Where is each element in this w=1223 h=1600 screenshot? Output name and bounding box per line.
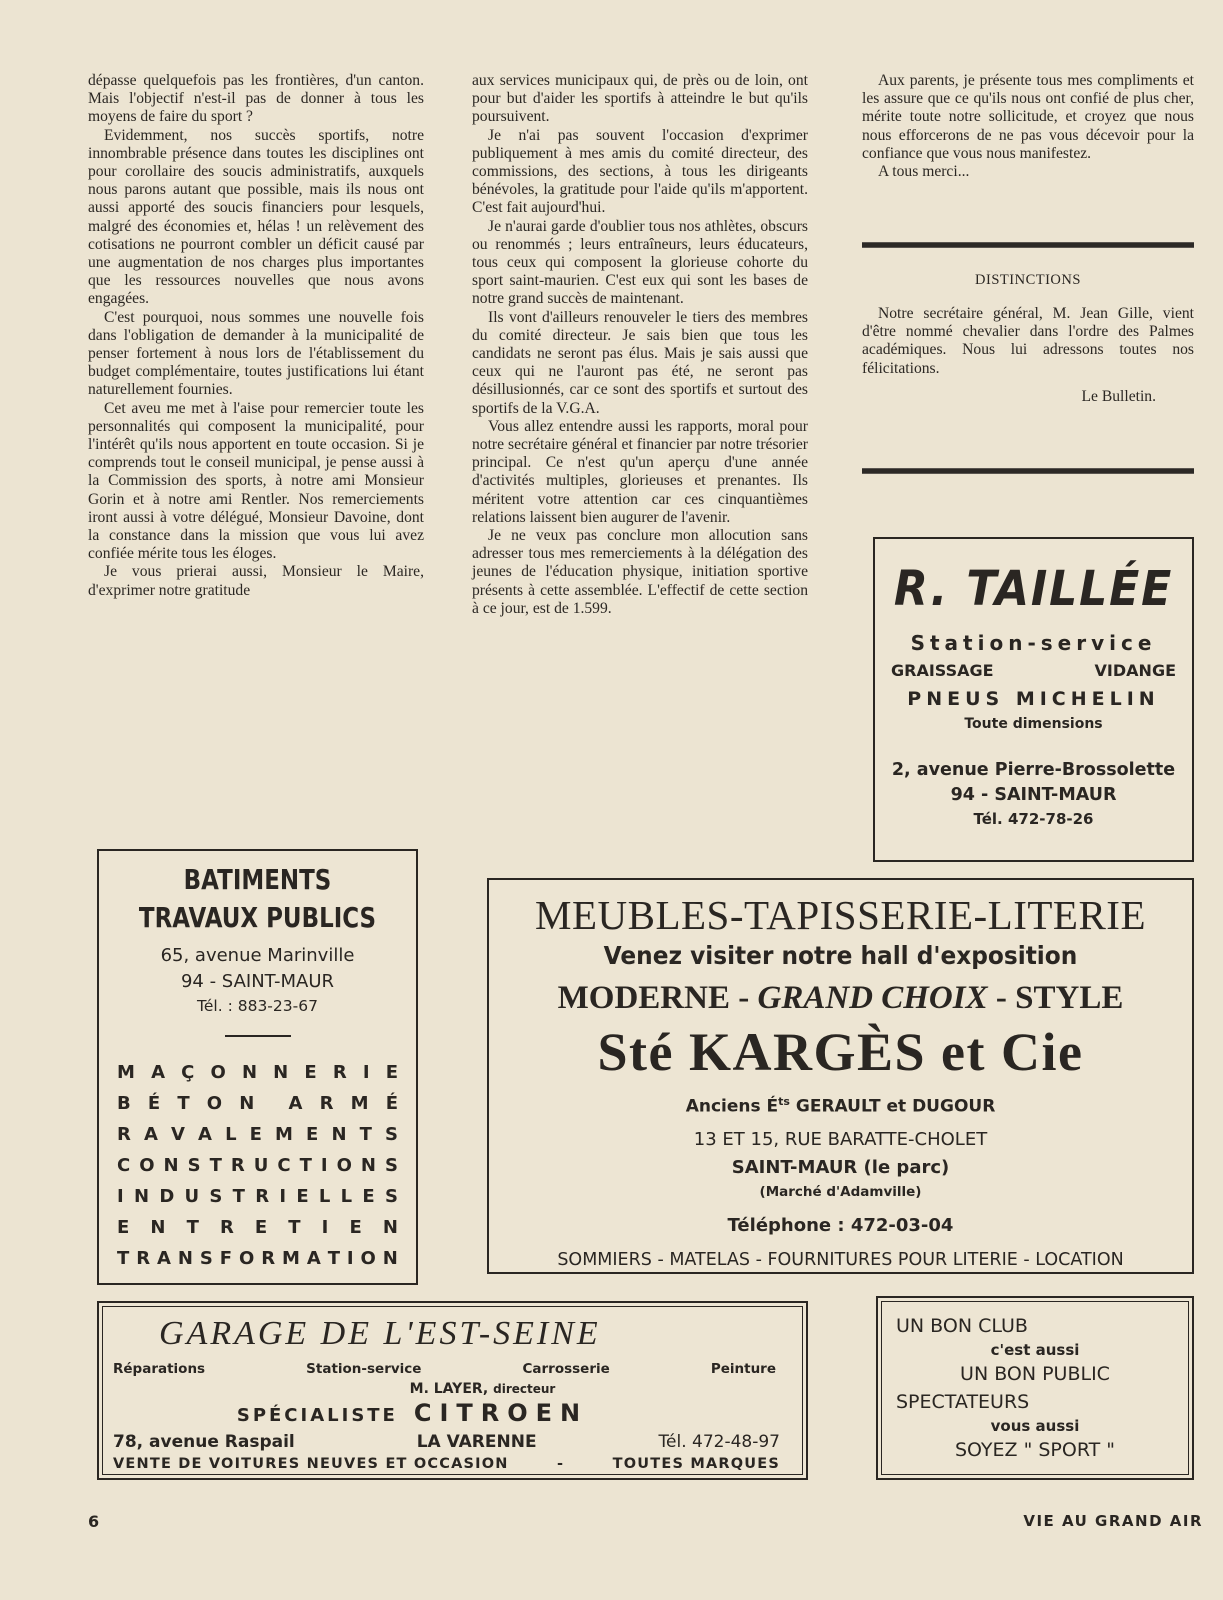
distinctions-text: Notre secrétaire général, M. Jean Gille, vient d'être nommé chevalier dans l'ordre des Palmes académiques. Nous lui adressons toutes nos félicitations.: [862, 305, 1194, 377]
article-paragraph: aux services municipaux qui, de près ou de loin, ont pour but d'aider les sportifs à atteindre le but qu'ils poursuivent.: [472, 72, 808, 126]
ad-garage-director-role: directeur: [493, 1382, 556, 1396]
ad-garage-service: Peinture: [710, 1361, 776, 1377]
ad-karges: [487, 878, 1194, 1274]
ad-garage-director-name: M. LAYER,: [409, 1381, 489, 1397]
ad-club-line-6: SOYEZ " SPORT ": [954, 1439, 1116, 1461]
article-paragraph: Aux parents, je présente tous mes compliments et les assure que ce qu'ils nous ont confié de plus cher, mérite toute notre sollicitude, et croyez que nous nous efforcerons de ne pas vous décevoir pour la confiance que vous nous manifestez.: [862, 72, 1194, 162]
ad-garage-services: [113, 1361, 776, 1377]
article-column-1: [88, 72, 424, 600]
ad-btp-tel: Tél. : 883-23-67: [197, 997, 318, 1015]
ad-taillee-graissage: GRAISSAGE: [891, 661, 994, 680]
ad-btp-services: [99, 1057, 416, 1274]
ad-garage-specialist: [99, 1399, 806, 1427]
ad-garage-sales-a: VENTE DE VOITURES NEUVES ET OCCASION: [113, 1456, 509, 1472]
ad-btp-service-line: B É T O N A R M É: [117, 1093, 398, 1114]
ad-karges-address: 13 ET 15, RUE BARATTE-CHOLET: [693, 1128, 988, 1150]
ad-garage-sales-b: TOUTES MARQUES: [612, 1456, 780, 1472]
ad-garage-address: 78, avenue Raspail: [113, 1432, 295, 1452]
ad-karges-footer: SOMMIERS - MATELAS - FOURNITURES POUR LITERIE - LOCATION: [557, 1249, 1124, 1270]
magazine-title: VIE AU GRAND AIR: [1023, 1512, 1203, 1530]
ad-bon-club: [876, 1296, 1194, 1480]
ad-karges-visit: Venez visiter notre hall d'exposition: [603, 941, 1078, 970]
ad-garage-tel: Tél. 472-48-97: [658, 1432, 780, 1452]
ad-taillee-tel: Tél. 472-78-26: [973, 810, 1094, 828]
article-paragraph: dépasse quelquefois pas les frontières, d'un canton. Mais l'objectif n'est-il pas de donner à tous les moyens de faire du sport ?: [88, 72, 424, 126]
ad-taillee-city: 94 - SAINT-MAUR: [950, 785, 1117, 805]
ad-garage-director: [99, 1381, 806, 1397]
page-number: 6: [88, 1512, 100, 1531]
article-column-2: [472, 72, 808, 618]
ad-karges-style-c: STYLE: [1015, 980, 1124, 1016]
ad-btp-separator: [225, 1035, 291, 1037]
ad-btp-city: 94 - SAINT-MAUR: [180, 971, 335, 992]
ad-garage-sales: [113, 1456, 780, 1472]
ad-btp-title-1: BATIMENTS: [183, 863, 332, 896]
article-paragraph: C'est pourquoi, nous sommes une nouvelle fois dans l'obligation de demander à la municipalité de penser fortement à nous lors de l'établissement du budget complémentaire, toutes justifications lui étant naturellement fournies.: [88, 308, 424, 399]
ad-karges-former-a: Anciens É: [685, 1096, 779, 1117]
section-divider: [862, 242, 1194, 248]
article-paragraph: Ils vont d'ailleurs renouveler le tiers des membres du comité directeur. Je sais bien que tous les candidats ne seront pas élus. Mais je sais aussi que ceux qui ne l'auront pas été, ne seront pas désillusionnés, car ce sont des sportifs et surtout des sportifs de la V.G.A.: [472, 308, 808, 417]
ad-garage-service: Station-service: [306, 1361, 422, 1377]
ad-karges-market: (Marché d'Adamville): [759, 1183, 922, 1200]
ad-taillee-station: Station-service: [910, 631, 1157, 655]
section-divider: [862, 468, 1194, 474]
ad-taillee-address: 2, avenue Pierre-Brossolette: [891, 760, 1176, 780]
ad-btp-service-line: I N D U S T R I E L L E S: [117, 1186, 398, 1207]
ad-taillee-vidange: VIDANGE: [1094, 661, 1176, 680]
ad-garage-contact: [113, 1432, 780, 1452]
article-paragraph: Je n'ai pas souvent l'occasion d'exprimer publiquement à mes amis du comité directeur, des commissions, des sections, à tous les dirigeants bénévoles, la gratitude pour l'aide qu'ils m'apportent. C'est fait aujourd'hui.: [472, 126, 808, 217]
ad-taillee-pneus: PNEUS MICHELIN: [907, 688, 1160, 710]
ad-karges-headline: MEUBLES-TAPISSERIE-LITERIE: [534, 892, 1146, 938]
ad-btp-service-line: M A Ç O N N E R I E: [117, 1062, 398, 1083]
ad-karges-company: Sté KARGÈS et Cie: [597, 1022, 1084, 1082]
ad-garage-est-seine: [97, 1301, 808, 1480]
ad-btp-service-line: C O N S T R U C T I O N S: [117, 1155, 398, 1176]
ad-club-line-5: vous aussi: [990, 1417, 1080, 1435]
ad-garage-service: Carrosserie: [522, 1361, 610, 1377]
ad-taillee-name: R. TAILLÉE: [893, 561, 1174, 617]
ad-karges-style-b: GRAND CHOIX: [757, 980, 988, 1016]
ad-btp-service-line: E N T R E T I E N: [117, 1217, 398, 1238]
ad-taillee-dims: Toute dimensions: [964, 716, 1103, 732]
ad-garage-town: LA VARENNE: [416, 1432, 537, 1452]
ad-karges-style-a: MODERNE: [557, 980, 730, 1016]
distinctions-heading: DISTINCTIONS: [975, 272, 1081, 288]
ad-btp-address: 65, avenue Marinville: [160, 945, 355, 966]
ad-club-line-1: UN BON CLUB: [896, 1315, 1028, 1337]
article-paragraph: Je vous prierai aussi, Monsieur le Maire, d'exprimer notre gratitude: [88, 563, 424, 599]
ad-karges-former-b: GERAULT et DUGOUR: [789, 1096, 996, 1117]
distinctions-block: [862, 305, 1194, 406]
ad-karges-styles: MODERNE - GRAND CHOIX - STYLE: [557, 980, 1124, 1016]
ad-garage-sales-sep: -: [557, 1456, 565, 1472]
article-column-3: [862, 72, 1194, 181]
ad-karges-city: SAINT-MAUR (le parc): [731, 1156, 950, 1178]
ad-club-line-3: UN BON PUBLIC: [960, 1363, 1110, 1385]
ad-garage-brand: CITROEN: [413, 1399, 589, 1427]
article-paragraph: Evidemment, nos succès sportifs, notre innombrable présence dans toutes les disciplines ont pour corollaire des soucis administratifs, auxquels nous parons autant que possible, mais ils nous ont aussi apporté des soucis financiers pour lesquels, malgré des économies et, hélas ! un relèvement des cotisations ne pourront combler un déficit causé par une augmentation de nos charges plus importantes que les ressources nouvelles que nous avons engagées.: [88, 126, 424, 308]
article-paragraph: Vous allez entendre aussi les rapports, moral pour notre secrétaire général et financier par notre trésorier principal. Ce n'est qu'un aperçu d'une année d'activités multiples, glorieuses et prenantes. Ils méritent votre attention car ces cinquantièmes relations laissent bien augurer de l'avenir.: [472, 417, 808, 526]
article-paragraph: Je ne veux pas conclure mon allocution sans adresser tous mes remerciements à la délégation des jeunes de l'éducation physique, initiation sportive présents à cette assemblée. L'effectif de cette section à ce jour, est de 1.599.: [472, 527, 808, 617]
ad-club-line-2: c'est aussi: [990, 1341, 1080, 1359]
ad-btp-service-line: T R A N S F O R M A T I O N: [117, 1248, 398, 1269]
article-paragraph: Je n'aurai garde d'oublier tous nos athlètes, obscurs ou renommés ; leurs entraîneurs, leurs éducateurs, tous ceux qui composent la glorieuse cohorte du sport saint-maurien. C'est eux qui sont les bases de notre grand succès de maintenant.: [472, 217, 808, 308]
ad-karges-former-sup: ts: [778, 1095, 790, 1108]
ad-club-line-4: SPECTATEURS: [896, 1391, 1030, 1413]
ad-batiments-travaux-publics: [97, 849, 418, 1285]
ad-garage-title: GARAGE DE L'EST-SEINE: [159, 1315, 601, 1352]
ad-btp-service-line: R A V A L E M E N T S: [117, 1124, 398, 1145]
ad-garage-specialist-label: SPÉCIALISTE: [236, 1405, 398, 1426]
ad-btp-title-2: TRAVAUX PUBLICS: [138, 901, 377, 934]
ad-garage-service: Réparations: [113, 1361, 206, 1377]
ad-karges-tel: Téléphone : 472-03-04: [727, 1214, 954, 1236]
ad-r-taillee: [873, 537, 1194, 862]
article-paragraph: Cet aveu me met à l'aise pour remercier toute les personnalités qui composent la municipalité, pour l'intérêt qu'ils nous apportent en toute occasion. Si je comprends tout le conseil municipal, je pense aussi à la Commission des sports, à notre ami Monsieur Gorin et à notre ami Rentler. Nos remerciements iront aussi à votre délégué, Monsieur Davoine, dont la constance dans la mission que vous lui avez confiée mérite tous les éloges.: [88, 399, 424, 563]
ad-karges-former: [489, 1088, 1192, 1121]
article-paragraph: A tous merci...: [878, 163, 970, 181]
distinctions-signature: Le Bulletin.: [1081, 387, 1156, 405]
